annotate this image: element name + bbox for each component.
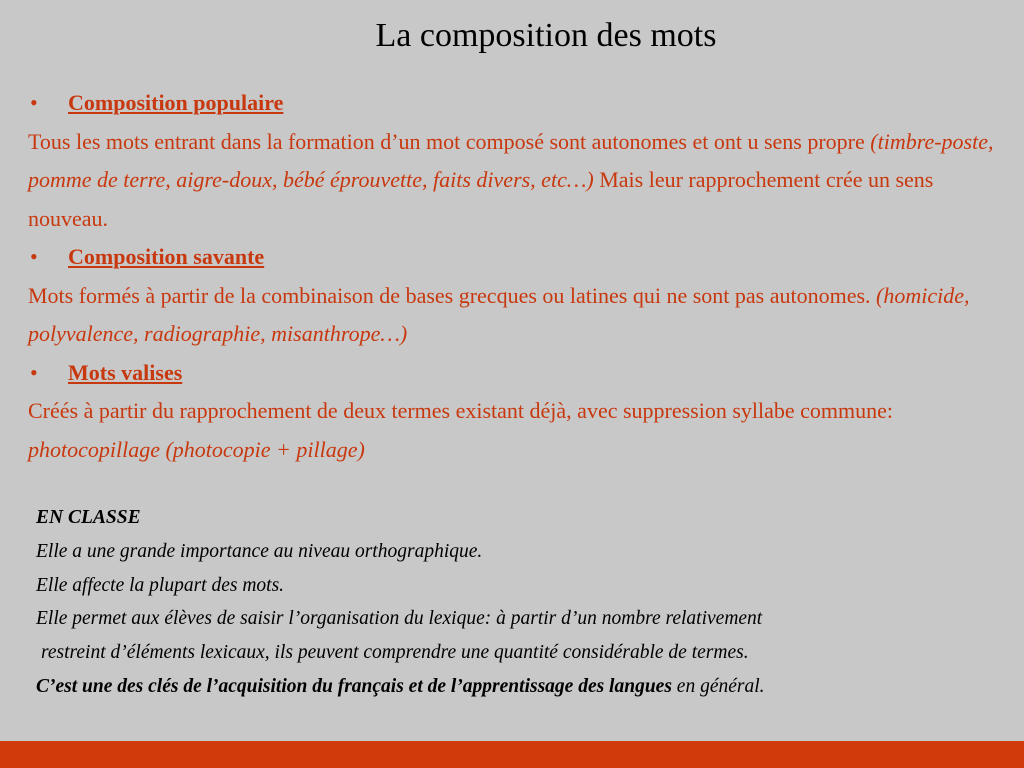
section-heading: Composition populaire [68, 90, 284, 115]
paragraph-text: Mots formés à partir de la combinaison de bases grecques ou latines qui ne sont pas autonomes. [28, 282, 877, 308]
section-heading-row [28, 238, 998, 277]
paragraph-text: Créés à partir du rapprochement de deux termes existant déjà, avec suppression syllabe commune: [28, 398, 894, 423]
content-body [28, 84, 998, 469]
en-classe-line: Elle affecte la plupart des mots. [36, 574, 285, 596]
en-classe-line: restreint d’éléments lexicaux, ils peuvent comprendre une quantité considérable de termes. [41, 642, 749, 664]
section-paragraph [28, 392, 998, 469]
examples-text: (timbre-poste, pomme de terre, aigre-doux, bébé éprouvette, faits divers, etc…) [28, 128, 994, 192]
section-heading-row [28, 354, 998, 393]
section-paragraph [28, 123, 998, 239]
bullet-icon: • [30, 244, 38, 269]
paragraph-text: Tous les mots entrant dans la formation d’un mot composé sont autonomes et ont u sens propre [28, 128, 871, 154]
en-classe-line: Elle a une grande importance au niveau orthographique. [36, 540, 483, 562]
en-classe-line: Elle permet aux élèves de saisir l’organisation du lexique: à partir d’un nombre relativement [36, 608, 763, 630]
examples-text: (homicide, polyvalence, radiographie, misanthrope…) [28, 282, 970, 346]
bullet-icon: • [30, 90, 38, 115]
slide-title: La composition des mots [375, 17, 717, 54]
section-heading: Mots valises [68, 359, 183, 385]
examples-text: photocopillage (photocopie + pillage) [28, 436, 365, 462]
conclusion-rest: en général. [671, 675, 765, 697]
section-heading-row [28, 84, 998, 123]
section-heading: Composition savante [68, 244, 265, 269]
paragraph-text: Mais leur rapprochement crée un sens nouveau. [28, 167, 934, 231]
en-classe-conclusion [36, 670, 1016, 704]
conclusion-strong: C’est une des clés de l’acquisition du français et de l’apprentissage des langues [36, 675, 672, 697]
section-paragraph [28, 277, 998, 354]
bullet-icon: • [30, 359, 38, 385]
en-classe-heading: EN CLASSE [36, 507, 141, 528]
footer-accent-bar [0, 741, 1024, 768]
en-classe-block [36, 501, 1016, 704]
